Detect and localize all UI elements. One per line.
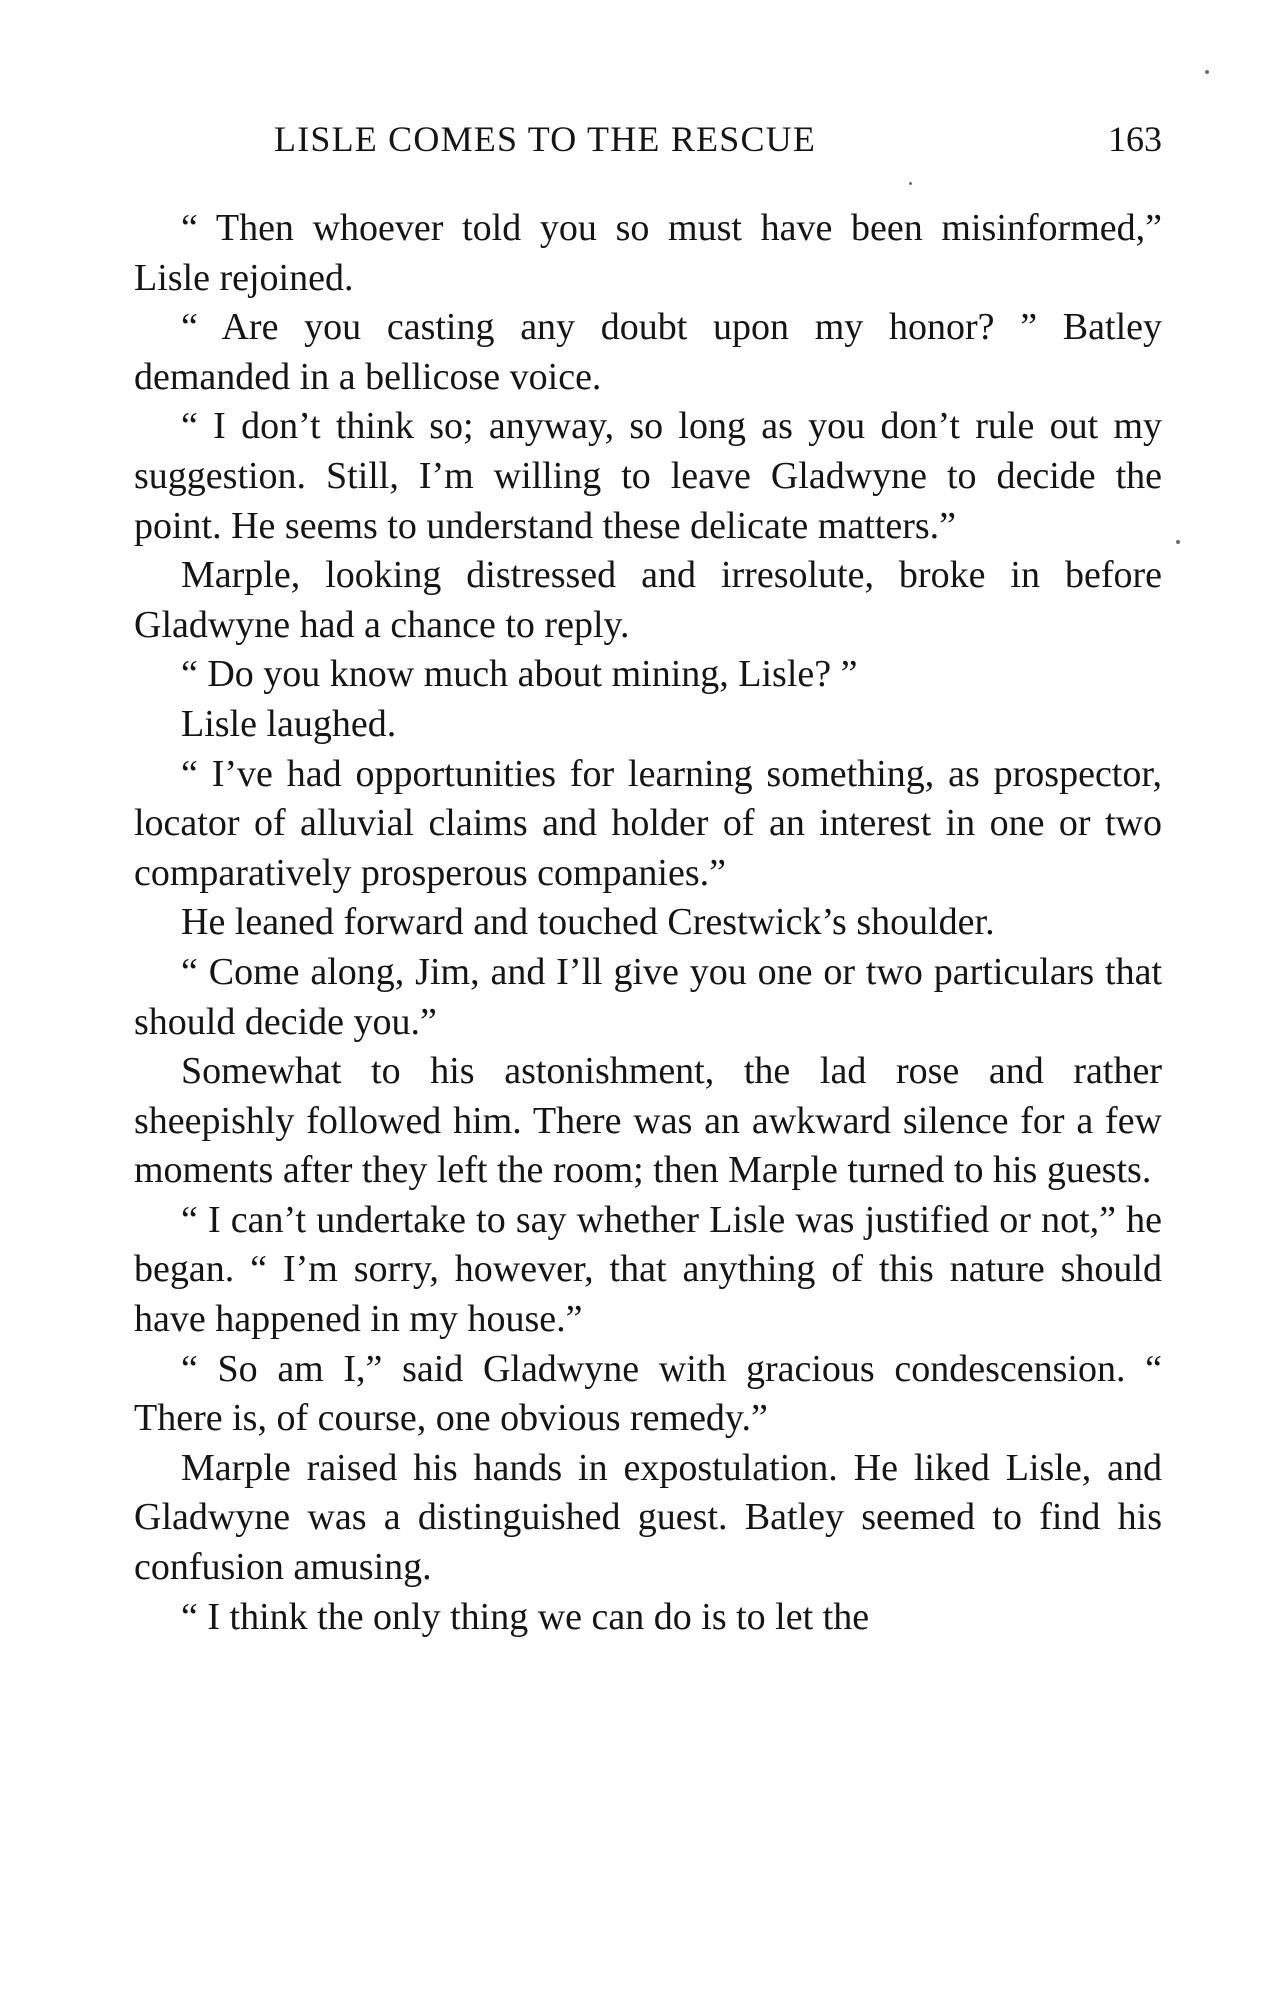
paragraph: “ Are you casting any doubt upon my honor? ” Batley demanded in a bellicose voice. (134, 306, 1162, 398)
running-header (134, 118, 1162, 172)
paragraph: Marple raised his hands in expostulation. He liked Lisle, and Gladwyne was a distinguished guest. Batley seemed to find his confusion amusing. (134, 1446, 1162, 1589)
paragraph: Somewhat to his astonishment, the lad rose and rather sheepishly followed him. There was an awkward silence for a few moments after they left the room; then Marple turned to his guests. (134, 1050, 1162, 1192)
body-text (134, 204, 1162, 1642)
paragraph: “ I don’t think so; anyway, so long as you don’t rule out my suggestion. Still, I’m willing to leave Gladwyne to decide the point. He seems to understand these delicate matters.” (134, 405, 1162, 547)
paragraph: “ Do you know much about mining, Lisle? ” (181, 653, 858, 696)
scan-speck (909, 182, 912, 185)
scan-speck (1176, 540, 1180, 544)
page-number: 163 (1108, 119, 1162, 159)
book-page (134, 118, 1162, 1642)
paragraph: “ I’ve had opportunities for learning something, as prospector, locator of alluvial claims and holder of an interest in one or two comparatively prosperous companies.” (134, 752, 1162, 894)
paragraph: “ So am I,” said Gladwyne with gracious condescension. “ There is, of course, one obvious remedy.” (134, 1347, 1162, 1440)
paragraph: He leaned forward and touched Crestwick’s shoulder. (181, 901, 995, 944)
paragraph: Marple, looking distressed and irresolute, broke in before Gladwyne had a chance to reply. (134, 554, 1162, 646)
paragraph: “ Come along, Jim, and I’ll give you one or two particulars that should decide you.” (134, 950, 1162, 1043)
chapter-title: LISLE COMES TO THE RESCUE (274, 119, 817, 159)
paragraph: “ I think the only thing we can do is to let the (181, 1595, 870, 1638)
paragraph: Lisle laughed. (181, 702, 397, 745)
scan-speck (1205, 70, 1209, 74)
paragraph: “ Then whoever told you so must have been misinformed,” Lisle rejoined. (134, 207, 1162, 299)
paragraph: “ I can’t undertake to say whether Lisle was justified or not,” he began. “ I’m sorry, however, that anything of this nature should have happened in my house.” (134, 1198, 1162, 1341)
